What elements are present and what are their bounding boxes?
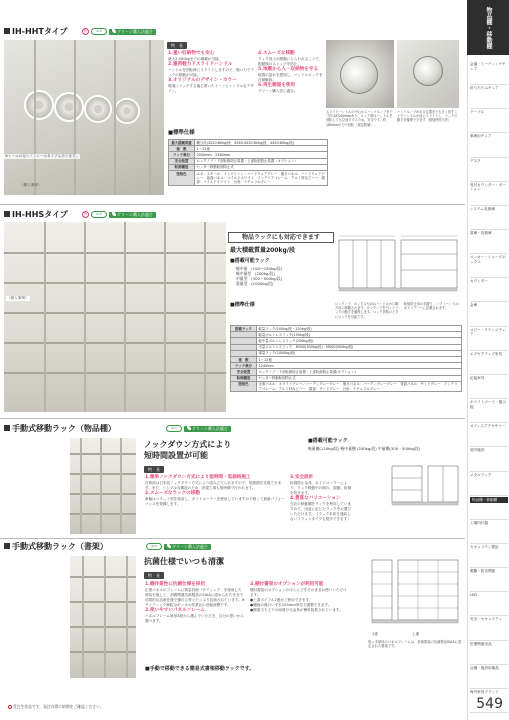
- hhs-spec-label: ■標準仕様: [230, 302, 255, 308]
- section-square-icon: [4, 28, 10, 34]
- tokutei-mark-icon: 特: [83, 212, 88, 216]
- hhs-drawing-caption: ロックノブ、ボックスやはねハンドルから脚方向に移動されます。ロックノブを引くとラックの動きを確保します。ロック状態のときにロックを可能です。: [335, 302, 399, 319]
- hht-section-title: IH-HHTタイプ: [4, 27, 67, 37]
- spec-value-cell: ロックノブ・下部転倒防止装置・上部転倒防止装置（オプション）: [195, 158, 328, 164]
- sidebar-item[interactable]: 避難・防災関連: [470, 569, 496, 574]
- spec-header-cell: 連 数: [231, 357, 257, 363]
- goods-feature-title: 3.安全設計: [290, 475, 314, 480]
- spec-value-cell: 2240mm: [257, 363, 462, 369]
- sidebar-separator: [470, 229, 508, 230]
- goods-feature-title: 1.簡単ノックダウン方式により短時間・低価格施工: [145, 475, 251, 480]
- hht-handle-slide-photo: [397, 40, 459, 108]
- sidebar-separator: [470, 181, 508, 182]
- sidebar-separator: [470, 471, 508, 472]
- sidebar-separator: [470, 422, 508, 423]
- sidebar-separator: [470, 519, 508, 520]
- sidebar-separator: [470, 253, 508, 254]
- hht-feature-body: 地震の揺れを感知し、ハンドルロックを自動解除。: [258, 73, 323, 82]
- notice-icon: [8, 705, 12, 709]
- spec-header-cell: 転倒構造: [231, 375, 257, 381]
- sidebar-separator: [470, 495, 508, 496]
- books-feature-body: 正面パネルのフレームに微量抗菌「サティック」を採用した塗装を施して、消費関連抗菌製品のSIAAに認められた安全で効果的な抗菌仕様で優れる等々たっぷり抗菌されています。※サミティック病院はギンカル産業社の登録商標です。: [145, 588, 245, 607]
- load-rack-item: 中量型 (300・500kg/段): [236, 276, 283, 281]
- sidebar-item[interactable]: 店舗・施設用備品: [470, 665, 499, 670]
- sidebar-category-tab[interactable]: 物品棚・移動棚: [467, 0, 509, 55]
- books-drawing-caption: 取っ手単体のパネルフレームは、抗菌塗装の抗菌製品SIAAに認定された書架です。: [368, 640, 462, 649]
- spec-value-cell: 1〜12連: [257, 357, 462, 363]
- books-bullet: ●上書ボイフル2連がご使用できます。: [250, 598, 313, 602]
- sidebar-item[interactable]: 事務用チェア: [470, 134, 492, 139]
- hht-feature-title: 4.スムーズな移動: [258, 51, 295, 56]
- hht-features-right: [258, 51, 323, 94]
- sidebar-item[interactable]: 書庫・収納庫: [470, 231, 492, 236]
- spec-value-cell: 軽量ラック(100kg/段・120kg/段): [257, 326, 462, 332]
- books-feature-title: 3.棚付書架のオプションが利用可能: [250, 582, 324, 587]
- sidebar-separator: [470, 205, 508, 206]
- manual-books-features-left: [145, 582, 245, 624]
- sidebar-item[interactable]: セキュリティ製品: [470, 544, 499, 549]
- sidebar-item[interactable]: 医療関連用品: [470, 641, 492, 646]
- manual-goods-load-text: 軽量棚(120kg/段) 軽中量棚 (200kg/段) 中量棚(300・500kg/段): [308, 446, 421, 451]
- hht-photo-caption: （納入事例）: [20, 183, 42, 187]
- spec-value-cell: ロックノブ・下部転倒防止装置・上部転倒防止装置(オプション): [257, 369, 462, 375]
- manual-goods-section-title: 手動式移動ラック（物品棚）: [4, 424, 116, 434]
- sidebar-item[interactable]: カウンター: [470, 279, 488, 284]
- tokutei-mark-icon: 特: [83, 29, 88, 33]
- manual-goods-features-right: [290, 475, 352, 522]
- section-square-icon: [4, 425, 10, 431]
- hhs-drawing-caption-2: 転倒防止用の手摺り、ノブ（ハンドル）がドリアバーに記載されます。: [404, 302, 462, 311]
- spec-header-cell: 最大積載荷重: [169, 140, 195, 146]
- spec-value-cell: 棚当所(3220:80kg/段 4260:4320:80kg/段 4420:80kg/段): [195, 140, 328, 146]
- green-purchase-badge: グリーン購入法適合: [184, 426, 231, 432]
- manual-books-photo: [70, 556, 136, 678]
- category-sidebar: [467, 0, 509, 720]
- sidebar-separator: [470, 688, 508, 689]
- sidebar-item[interactable]: LED: [470, 593, 478, 598]
- goods-feature-body: 当社の移動棚をラックを利用していますので、用途に応じたラックをお選びいただけます。（ラック本体を連結しないフラットタイプも製作できます）: [290, 502, 352, 521]
- sidebar-separator: [470, 446, 508, 447]
- sidebar-separator: [470, 132, 508, 133]
- spec-value-cell: 1〜12連: [195, 146, 328, 152]
- spec-header-cell: 安全装置: [169, 158, 195, 164]
- footer-note: 受注生産品です。発注の際に納期をご確認ください。: [8, 704, 104, 710]
- hht-feature-body: グリーン購入法に適合。: [258, 89, 298, 93]
- hht-feature-title: 1.重い収納物でも安心: [168, 51, 215, 56]
- spec-header-cell: 塗装色: [169, 171, 195, 186]
- sidebar-separator: [470, 84, 508, 85]
- hht-feature-title: 3.オリジナルのデザイン・カラー: [168, 78, 237, 83]
- hht-feature-title: 6.再生樹脂を使用: [258, 83, 296, 88]
- sidebar-separator: [470, 301, 508, 302]
- spec-header-cell: 転倒構造: [169, 164, 195, 170]
- spec-value-cell: センター移動転倒防止式: [195, 164, 328, 170]
- manual-goods-features-left: [145, 475, 285, 507]
- sidebar-item[interactable]: 受付カウンター・ポーション: [470, 182, 506, 192]
- goods-feature-title: 2.スムーズなラックの移動: [145, 491, 200, 496]
- hht-case-photo: [4, 40, 164, 195]
- leaf-icon: [112, 212, 116, 216]
- hht-detail-caption-1: スライドハンドルの中心からハンドルノブまで寸法は約200mmあり、ロック時はハンドルを回転しても空回りするため、安全です。約180mmの力で回転（規定数値）: [326, 110, 393, 127]
- green-purchase-badge: グリーン購入法適合: [109, 29, 156, 35]
- sidebar-separator: [470, 543, 508, 544]
- spec-value-cell: 正面パネル：ホワイトグレー／ハーディグレーグレー 後ろパネル：ハーディグレーグレー 背面パネル：サンドグレー インテリアゴレーム：アルミ材などバー 端部：サンドグレー 台形：ナチュラルグレー: [257, 381, 462, 391]
- hht-feature-body: ラック同士の間隔にとらわれることで、振動後のストップを防止。: [258, 57, 323, 66]
- spec-header-cell: 安全装置: [231, 369, 257, 375]
- green-purchase-badge: グリーン購入法適合: [109, 212, 156, 218]
- hhs-max-load: 最大積載質量200kg/段: [230, 247, 296, 254]
- page-number: 549: [476, 696, 503, 712]
- sidebar-item[interactable]: システム収納庫: [470, 206, 495, 211]
- hhs-dimension-drawing: [335, 230, 463, 300]
- eco-mark-icon: エコ: [91, 28, 107, 35]
- spec-value-cell: 2000mm 2360mm: [195, 152, 328, 158]
- hht-feature-body: ハンドルを回転時にスライドしますので、軽い力でラックの移動が可能。: [168, 68, 255, 77]
- hht-feature-title: 2.重荷軽力ドスライドハンドル: [168, 62, 233, 67]
- manual-books-features-right: [250, 582, 350, 613]
- manual-goods-features-label: 特 長: [144, 466, 164, 473]
- goods-feature-body: 車輪はコラット型を採用し、ガイドローラーを使用していますので軽くて最新パフォーマンスを発揮します。: [145, 497, 285, 506]
- hht-features-label: 特 長: [167, 42, 187, 49]
- section-divider: [0, 538, 465, 539]
- sidebar-separator: [470, 350, 508, 351]
- sidebar-item[interactable]: 金庫: [470, 303, 478, 308]
- hhs-load-rack-label: ■搭載可能ラック: [230, 258, 270, 264]
- spec-header-cell: ラック奥行: [169, 152, 195, 158]
- goods-feature-body: 転倒防止金具、ガイドローラーにより、ラック移動中の倒れ、振動、転倒を防ぎます。: [290, 481, 352, 495]
- section-square-icon: [4, 211, 10, 217]
- sidebar-separator: [470, 108, 508, 109]
- sidebar-separator: [470, 615, 508, 616]
- goods-feature-body: 台枠部は日本初ノックダウン方式により組み立てられますので、短納期を実現できます。また、シンプルな構造のため、設置工事も短時間で行われます。: [145, 481, 282, 490]
- sidebar-separator: [470, 591, 508, 592]
- hhs-section-title: IH-HHSタイプ: [4, 210, 68, 220]
- hht-detail-caption-2: ハンドルノブがある位置まで大きく回すことでハンドルが前にスライドし、ラックの動きを確保できます（推奨使用方法）: [397, 110, 458, 123]
- section-divider: [0, 418, 465, 419]
- hhs-highlight-text: 物品ラックにも対応できます: [242, 234, 320, 241]
- sidebar-separator: [470, 712, 508, 713]
- manual-books-footer-headline: ■手動で移動できる簡易式書架移動ラックです。: [145, 666, 255, 672]
- spec-value-cell: 重量ラック(1000kg/段): [257, 350, 462, 356]
- manual-books-section-title: 手動式移動ラック（書架）: [4, 542, 108, 552]
- spec-header-cell: 搭載ラック: [231, 326, 257, 332]
- load-rack-item: 軽中量 (100〜150kg/段): [236, 266, 283, 271]
- section-square-icon: [4, 543, 10, 549]
- eco-mark-icon: エコ: [166, 425, 182, 432]
- sidebar-item[interactable]: エグゼクティブ家具: [470, 351, 503, 356]
- sidebar-separator: [470, 374, 508, 375]
- books-feature-title: 2.使いやすいパネルフレーム: [145, 608, 205, 613]
- hhs-photo-caption: （納入事例）: [7, 296, 29, 300]
- manual-goods-drawing: [390, 460, 462, 510]
- sidebar-separator: [470, 640, 508, 641]
- spec-header-cell: 塗装色: [231, 381, 257, 391]
- sidebar-item[interactable]: 工場内什器: [470, 520, 488, 525]
- spec-row: [231, 381, 462, 391]
- hhs-highlight-box: [228, 232, 334, 243]
- eco-mark-icon: エコ: [146, 543, 162, 550]
- sidebar-separator: [470, 326, 508, 327]
- hhs-case-photo: [4, 222, 226, 412]
- books-feature-title: 1.棚作業性に抗菌仕様を採用: [145, 582, 206, 587]
- spec-row: [169, 171, 328, 186]
- sidebar-item[interactable]: 海外家具ブランド: [470, 689, 499, 694]
- manual-goods-headline-2: 短時間設置が可能: [144, 451, 208, 460]
- sidebar-item[interactable]: 屋外施設: [470, 448, 485, 453]
- sidebar-separator: [470, 567, 508, 568]
- books-feature-body: パネルフレーム斜形3段から選んでいただき、自分の思いから選べます。: [145, 614, 245, 623]
- eco-mark-icon: エコ: [91, 211, 107, 218]
- sidebar-item[interactable]: テーブル: [470, 110, 485, 115]
- leaf-icon: [187, 426, 191, 430]
- spec-value-cell: 中量ボルトレスラック M300(300kg/段) M500(500kg/段): [257, 344, 462, 350]
- books-feature-body: 棚付書架のオプションのほとんどをそのままお使いいただけます。: [250, 588, 347, 597]
- hhs-spec-table: [230, 325, 462, 392]
- spec-header-cell: ラック奥行: [231, 363, 257, 369]
- hht-rail-note: ※レールのないノンレールタイプもあります。: [5, 154, 79, 158]
- hht-feature-body: 環境にマッチする落ち着いたトーンとシンプルなデザイン。: [168, 84, 254, 93]
- manual-goods-load-label: ■搭載可能ラック: [308, 438, 348, 444]
- spec-value-cell: 軽中量ボルトレスラック(200kg/段): [257, 338, 462, 344]
- sidebar-item[interactable]: 物品棚・移動棚: [470, 497, 508, 504]
- spec-value-cell: センター移動転倒防止式: [257, 375, 462, 381]
- hht-features-left: [168, 51, 256, 94]
- hht-feature-title: 5.地震から人・収納物を守る: [258, 67, 319, 72]
- manual-books-drawing: [368, 556, 462, 630]
- manual-books-headline: 抗菌仕様でいつも清潔: [144, 557, 224, 566]
- leaf-icon: [112, 29, 116, 33]
- load-rack-item: 重量型 (1000kg/段): [236, 281, 274, 286]
- hhs-load-rack-list: [236, 266, 326, 286]
- hht-spec-label: ■標準仕様: [168, 130, 195, 136]
- sidebar-item[interactable]: 折りたたみチェア: [470, 86, 499, 91]
- section-divider: [0, 204, 465, 205]
- sidebar-item[interactable]: デスク: [470, 158, 481, 163]
- sidebar-item[interactable]: 会議・ミーティングチェア: [470, 62, 506, 71]
- leaf-icon: [167, 544, 171, 548]
- sidebar-item[interactable]: オフィスアクセサリー: [470, 424, 506, 429]
- books-drawing-label-1: 1連: [372, 632, 378, 636]
- sidebar-item[interactable]: ロッカー・シューズボックス: [470, 255, 506, 264]
- manual-books-features-label: 特 長: [144, 572, 164, 579]
- hht-handle-detail-photo: [326, 40, 394, 108]
- sidebar-item[interactable]: 応接家具: [470, 375, 485, 380]
- sidebar-separator: [470, 157, 508, 158]
- books-bullet: ●棚板の奥行いずれ225mm単位で調整できます。: [250, 603, 332, 607]
- sidebar-separator: [470, 277, 508, 278]
- green-purchase-badge: グリーン購入法適合: [164, 544, 211, 550]
- sidebar-item[interactable]: メタルラック: [470, 472, 492, 477]
- books-bullet: ●剛面当り上下の両面分当金具が簡単装着されています。: [250, 608, 343, 612]
- sidebar-item[interactable]: ホワイトボード・掲示板: [470, 400, 506, 409]
- sidebar-item[interactable]: ロビー・ラウンジチェア: [470, 327, 506, 337]
- load-rack-item: 軽中量型 (200kg/段): [236, 271, 275, 276]
- books-drawing-label-2: 上連: [412, 632, 420, 636]
- spec-header-cell: 連 数: [169, 146, 195, 152]
- sidebar-separator: [470, 398, 508, 399]
- spec-value-cell: ユポ・スチール：イングリーン・ハードウェアグレー 後ろパネル：ハードウェアグレー 前面パネル：マイルドホワイト インテリアゴレーム アルミ材などバー 端部：マイルドホワイト 台形：ナチュラルグレー: [195, 171, 328, 186]
- manual-goods-photo: [70, 438, 136, 534]
- hht-spec-table: [168, 139, 328, 186]
- sidebar-item[interactable]: 安全・セキュリティ: [470, 617, 502, 622]
- spec-value-cell: 軽量ボルトレスラック(150kg/段): [257, 332, 462, 338]
- goods-feature-title: 4.豊富なバリエーション: [290, 496, 341, 501]
- manual-goods-headline-1: ノックダウン方式により: [144, 440, 232, 449]
- sidebar-separator: [470, 664, 508, 665]
- hht-feature-body: 最大2,000kgまでの積載が可能。: [168, 57, 223, 61]
